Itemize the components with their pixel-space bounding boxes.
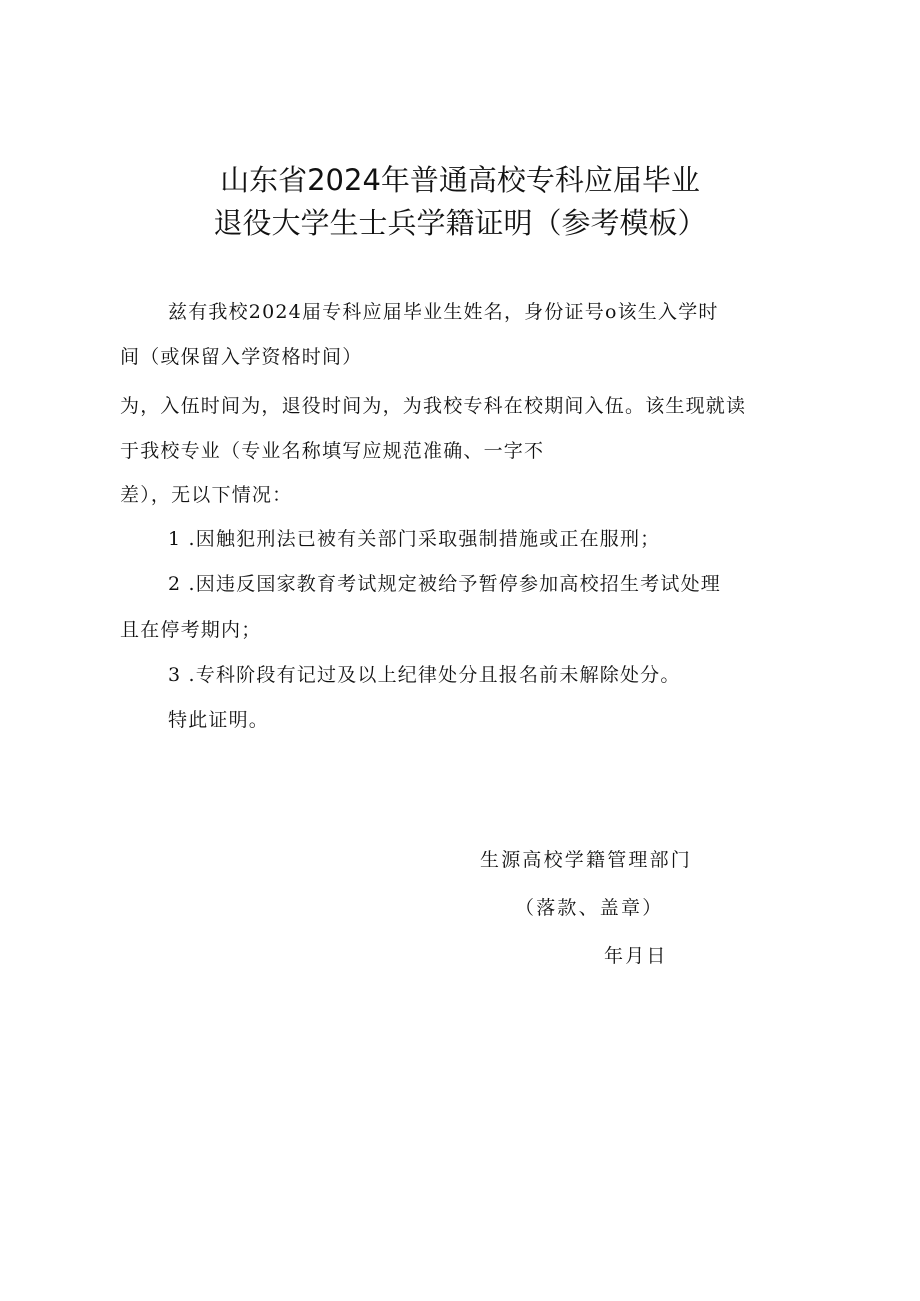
body-line-conditions: 差），无以下情况： [120,484,293,506]
signature-department: 生源高校学籍管理部门 [480,849,693,871]
list-item-discipline: 3 .专科阶段有记过及以上纪律处分且报名前未解除处分。 [168,664,681,686]
body-line-enrollment: 间（或保留入学资格时间） [120,346,363,368]
signature-seal-note: （落款、盖章） [515,897,664,919]
list-item-criminal: 1 .因触犯刑法已被有关部门采取强制措施或正在服刑； [168,528,661,550]
document-title-line-2: 退役大学生士兵学籍证明（参考模板） [213,206,707,240]
list-item-exam-violation-cont: 且在停考期内； [120,619,262,641]
body-line-service: 为，入伍时间为，退役时间为，为我校专科在校期间入伍。该生现就读 [120,395,747,417]
document-title-line-1: 山东省2024年普通高校专科应届毕业 [220,163,700,197]
list-item-exam-violation: 2 .因违反国家教育考试规定被给予暂停参加高校招生考试处理 [168,573,721,595]
body-line-closing: 特此证明。 [168,709,270,731]
body-line-intro: 兹有我校2024届专科应届毕业生姓名，身份证号o该生入学时 [168,301,719,323]
body-line-major: 于我校专业（专业名称填写应规范准确、一字不 [120,440,545,462]
signature-date: 年月日 [604,945,668,967]
